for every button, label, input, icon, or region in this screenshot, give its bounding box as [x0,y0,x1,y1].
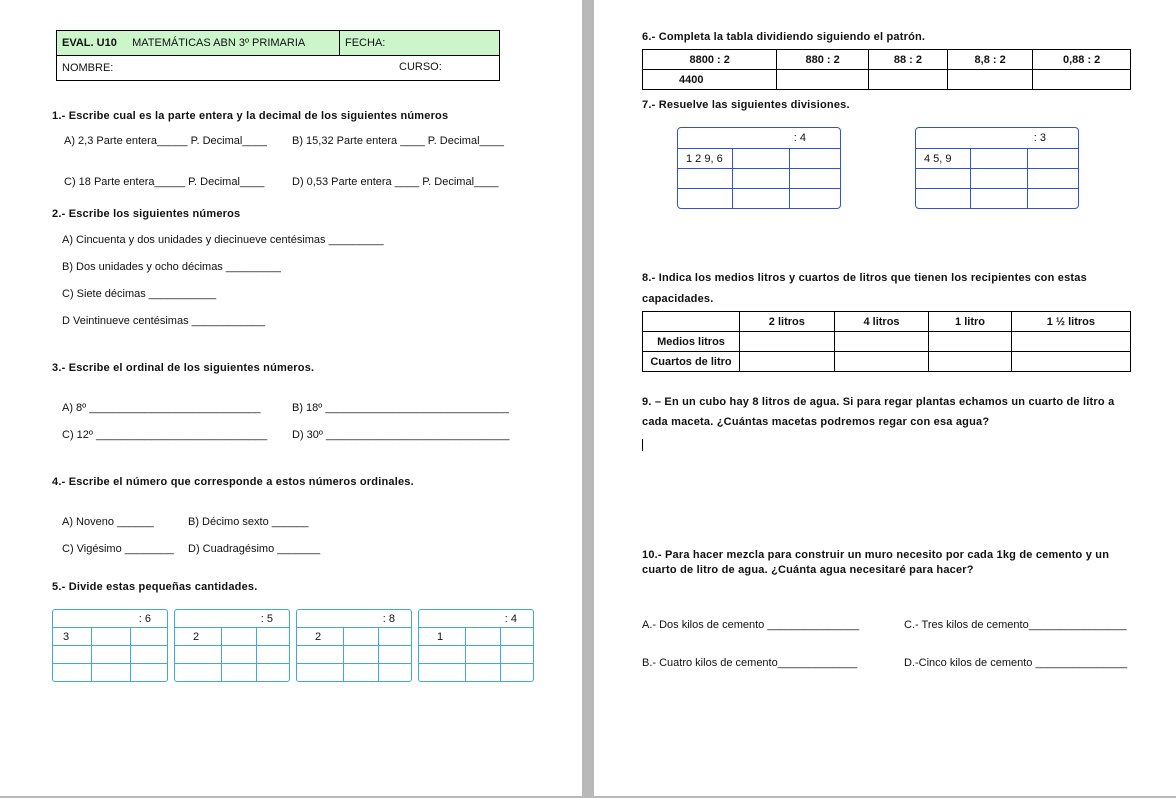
q6-title: 6.- Completa la tabla dividiendo siguiendo el patrón. [642,31,926,43]
q2-title: 2.- Escribe los siguientes números [52,208,241,220]
grid-dividend: 1 2 9, 6 [678,149,733,169]
grid-divisor: : 5 [175,610,289,628]
q8-title-line2: capacidades. [642,293,714,305]
q1-title: 1.- Escribe cual es la parte entera y la decimal de los siguientes números [52,110,449,122]
capacity-header: 2 litros [740,312,835,332]
q10-line2: cuarto de litro de agua. ¿Cuánta agua necesitaré para hacer? [642,564,974,576]
q1-c: C) 18 Parte entera_____ P. Decimal____ [64,176,265,188]
pattern-table [642,49,1131,90]
grid-dividend: 1 [419,628,466,646]
fecha-cell[interactable] [340,31,500,56]
page-right [594,0,1176,796]
text-cursor[interactable] [642,439,643,451]
q2-b: B) Dos unidades y ocho décimas _________ [62,261,281,273]
q3-b: B) 18º ______________________________ [292,402,509,414]
q1-a: A) 2,3 Parte entera_____ P. Decimal____ [64,135,267,147]
fecha-label: FECHA: [345,37,386,49]
grid-dividend: 2 [175,628,222,646]
capacity-answer[interactable] [834,332,929,352]
header-eval-cell [57,31,340,56]
grid-dividend: 4 5, 9 [916,149,971,169]
q3-c: C) 12º ____________________________ [62,429,268,441]
division-grid-q7-1[interactable] [677,127,841,209]
grid-divisor: : 6 [53,610,167,628]
q10-line1: 10.- Para hacer mezcla para construir un muro necesito por cada 1kg de cemento y un [642,549,1110,561]
page-left [0,0,582,796]
eval-label: EVAL. U10 [62,37,117,49]
capacity-table [642,311,1131,372]
capacity-answer[interactable] [929,352,1011,372]
q10-d: D.-Cinco kilos de cemento _______________ [904,657,1128,669]
subject-label: MATEMÁTICAS ABN 3º PRIMARIA [132,37,306,49]
pattern-header: 8,8 : 2 [948,50,1033,70]
q2-d: D Veintinueve centésimas ____________ [62,315,266,327]
q9-line1: 9. – En un cubo hay 8 litros de agua. Si para regar plantas echamos un cuarto de litro a [642,396,1115,408]
pattern-answer[interactable] [868,70,947,90]
curso-label: CURSO: [399,61,442,73]
q4-d: D) Cuadragésimo _______ [188,543,321,555]
q10-c: C.- Tres kilos de cemento________________ [904,619,1127,631]
pattern-value: 4400 [643,70,777,90]
q4-c: C) Vigésimo ________ [62,543,174,555]
q10-a: A.- Dos kilos de cemento _______________ [642,619,860,631]
capacity-row-label: Medios litros [643,332,740,352]
q3-d: D) 30º ______________________________ [292,429,510,441]
grid-dividend: 2 [297,628,344,646]
pattern-answer[interactable] [948,70,1033,90]
capacity-answer[interactable] [834,352,929,372]
division-grid-4[interactable] [418,609,534,682]
capacity-row-label: Cuartos de litro [643,352,740,372]
q4-title: 4.- Escribe el número que corresponde a estos números ordinales. [52,476,414,488]
q1-b: B) 15,32 Parte entera ____ P. Decimal____ [292,135,504,147]
capacity-header: 1 ½ litros [1011,312,1130,332]
division-grid-2[interactable] [174,609,290,682]
capacity-header: 4 litros [834,312,929,332]
division-grid-3[interactable] [296,609,412,682]
pattern-header: 0,88 : 2 [1033,50,1131,70]
capacity-answer[interactable] [929,332,1011,352]
q3-a: A) 8º ____________________________ [62,402,261,414]
q3-title: 3.- Escribe el ordinal de los siguientes números. [52,362,315,374]
capacity-header: 1 litro [929,312,1011,332]
q5-title: 5.- Divide estas pequeñas cantidades. [52,581,258,593]
q2-c: C) Siete décimas ___________ [62,288,217,300]
q8-title-line1: 8.- Indica los medios litros y cuartos de litros que tienen los recipientes con estas [642,272,1087,284]
q4-a: A) Noveno ______ [62,516,154,528]
pattern-header: 880 : 2 [777,50,868,70]
pattern-header: 8800 : 2 [643,50,777,70]
grid-divisor: : 3 [916,128,1078,149]
q1-d: D) 0,53 Parte entera ____ P. Decimal____ [292,176,499,188]
header-table [56,30,500,81]
grid-divisor: : 4 [678,128,840,149]
q10-b: B.- Cuatro kilos de cemento_____________ [642,657,858,669]
grid-dividend: 3 [53,628,92,646]
capacity-corner [643,312,740,332]
q9-line2: cada maceta. ¿Cuántas macetas podremos regar con esa agua? [642,416,990,428]
division-grid-1[interactable] [52,609,168,682]
q7-title: 7.- Resuelve las siguientes divisiones. [642,99,850,111]
nombre-label: NOMBRE: [62,62,114,74]
grid-divisor: : 4 [419,610,533,628]
pattern-header: 88 : 2 [868,50,947,70]
grid-divisor: : 8 [297,610,411,628]
capacity-answer[interactable] [740,352,835,372]
q4-b: B) Décimo sexto ______ [188,516,309,528]
division-grid-q7-2[interactable] [915,127,1079,209]
capacity-answer[interactable] [1011,352,1130,372]
q2-a: A) Cincuenta y dos unidades y diecinueve centésimas _________ [62,234,384,246]
pattern-answer[interactable] [777,70,868,90]
capacity-answer[interactable] [740,332,835,352]
capacity-answer[interactable] [1011,332,1130,352]
pattern-answer[interactable] [1033,70,1131,90]
nombre-curso-cell[interactable] [57,56,500,81]
